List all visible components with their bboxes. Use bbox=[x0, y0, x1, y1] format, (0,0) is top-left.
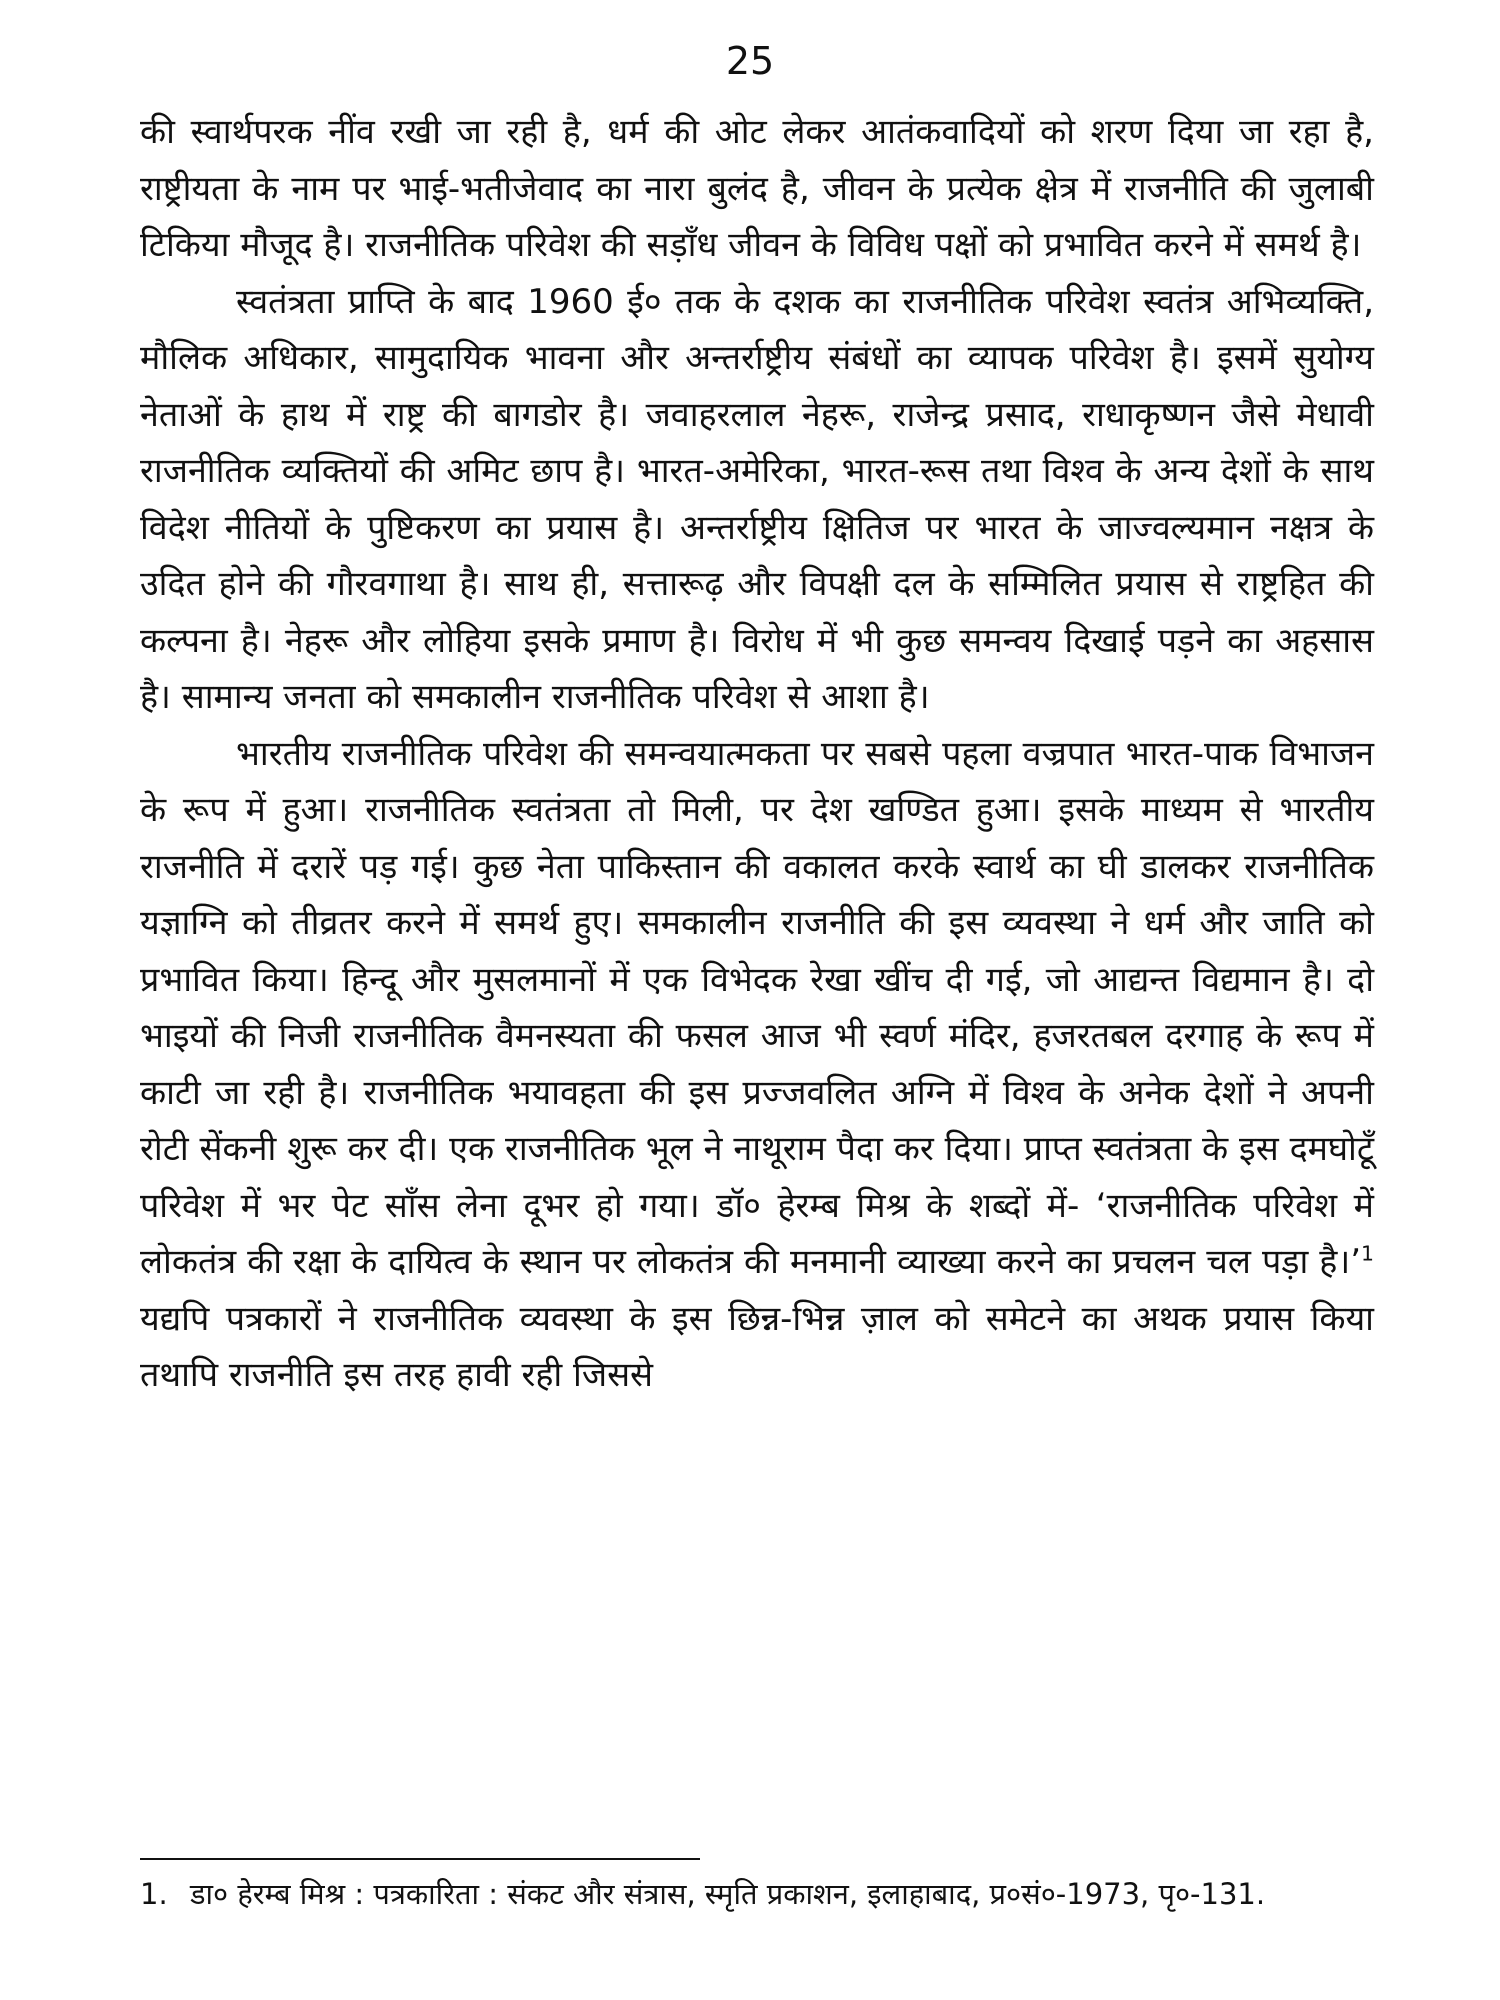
page-number: 25 bbox=[725, 39, 775, 83]
paragraph-2 bbox=[140, 274, 1374, 726]
paragraph-2-text: स्वतंत्रता प्राप्ति के बाद 1960 ई० तक के दशक का राजनीतिक परिवेश स्वतंत्र अभिव्यक्ति, मौलिक अधिकार, सामुदायिक भावना और अन्तर्राष्ट्रीय संबंधों का व्यापक परिवेश है। इसमें सुयोग्य नेताओं के हाथ में राष्ट्र की बागडोर है। जवाहरलाल नेहरू, राजेन्द्र प्रसाद, राधाकृष्णन जैसे मेधावी राजनीतिक व्यक्तियों की अमिट छाप है। भारत-अमेरिका, भारत-रूस तथा विश्व के अन्य देशों के साथ विदेश नीतियों के पुष्टिकरण का प्रयास है। अन्तर्राष्ट्रीय क्षितिज पर भारत के जाज्वल्यमान नक्षत्र के उदित होने की गौरवगाथा है। साथ ही, सत्तारूढ़ और विपक्षी दल के सम्मिलित प्रयास से राष्ट्रहित की कल्पना है। नेहरू और लोहिया इसके प्रमाण है। विरोध में भी कुछ समन्वय दिखाई पड़ने का अहसास है। सामान्य जनता को समकालीन राजनीतिक परिवेश से आशा है। bbox=[140, 281, 1374, 717]
paragraph-3-text: भारतीय राजनीतिक परिवेश की समन्वयात्मकता पर सबसे पहला वज्रपात भारत-पाक विभाजन के रूप में हुआ। राजनीतिक स्वतंत्रता तो मिली, पर देश खण्डित हुआ। इसके माध्यम से भारतीय राजनीति में दरारें पड़ गई। कुछ नेता पाकिस्तान की वकालत करके स्वार्थ का घी डालकर राजनीतिक यज्ञाग्नि को तीव्रतर करने में समर्थ हुए। समकालीन राजनीति की इस व्यवस्था ने धर्म और जाति को प्रभावित किया। हिन्दू और मुसलमानों में एक विभेदक रेखा खींच दी गई, जो आद्यन्त विद्यमान है। दो भाइयों की निजी राजनीतिक वैमनस्यता की फसल आज भी स्वर्ण मंदिर, हजरतबल दरगाह के रूप में काटी जा रही है। राजनीतिक भयावहता की इस प्रज्जवलित अग्नि में विश्व के अनेक देशों ने अपनी रोटी सेंकनी शुरू कर दी। एक राजनीतिक भूल ने नाथूराम पैदा कर दिया। प्राप्त स्वतंत्रता के इस दमघोटूँ परिवेश में भर पेट साँस लेना दूभर हो गया। डॉ० हेरम्ब मिश्र के शब्दों में- ‘राजनीतिक परिवेश में लोकतंत्र की रक्षा के दायित्व के स्थान पर लोकतंत्र की मनमानी व्याख्या करने का प्रचलन चल पड़ा है।’ bbox=[140, 733, 1374, 1282]
footnote-reference: 1 bbox=[1361, 1241, 1374, 1266]
footnote-marker: 1. bbox=[140, 1877, 168, 1911]
paragraph-3-tail: यद्यपि पत्रकारों ने राजनीतिक व्यवस्था के इस छिन्न-भिन्न ज़ाल को समेटने का अथक प्रयास किया तथापि राजनीति इस तरह हावी रही जिससे bbox=[140, 1298, 1374, 1395]
footnote bbox=[140, 1870, 1374, 1918]
paragraph-3 bbox=[140, 726, 1374, 1404]
body-text bbox=[140, 104, 1374, 1404]
footnote-text: डा० हेरम्ब मिश्र : पत्रकारिता : संकट और संत्रास, स्मृति प्रकाशन, इलाहाबाद, प्र०सं०-1973, पृ०-131. bbox=[190, 1877, 1266, 1911]
paragraph-1 bbox=[140, 104, 1374, 274]
footnote-divider bbox=[140, 1858, 700, 1860]
paragraph-1-text: की स्वार्थपरक नींव रखी जा रही है, धर्म की ओट लेकर आतंकवादियों को शरण दिया जा रहा है, राष्ट्रीयता के नाम पर भाई-भतीजेवाद का नारा बुलंद है, जीवन के प्रत्येक क्षेत्र में राजनीति की जुलाबी टिकिया मौजूद है। राजनीतिक परिवेश की सड़ाँध जीवन के विविध पक्षों को प्रभावित करने में समर्थ है। bbox=[140, 112, 1374, 265]
